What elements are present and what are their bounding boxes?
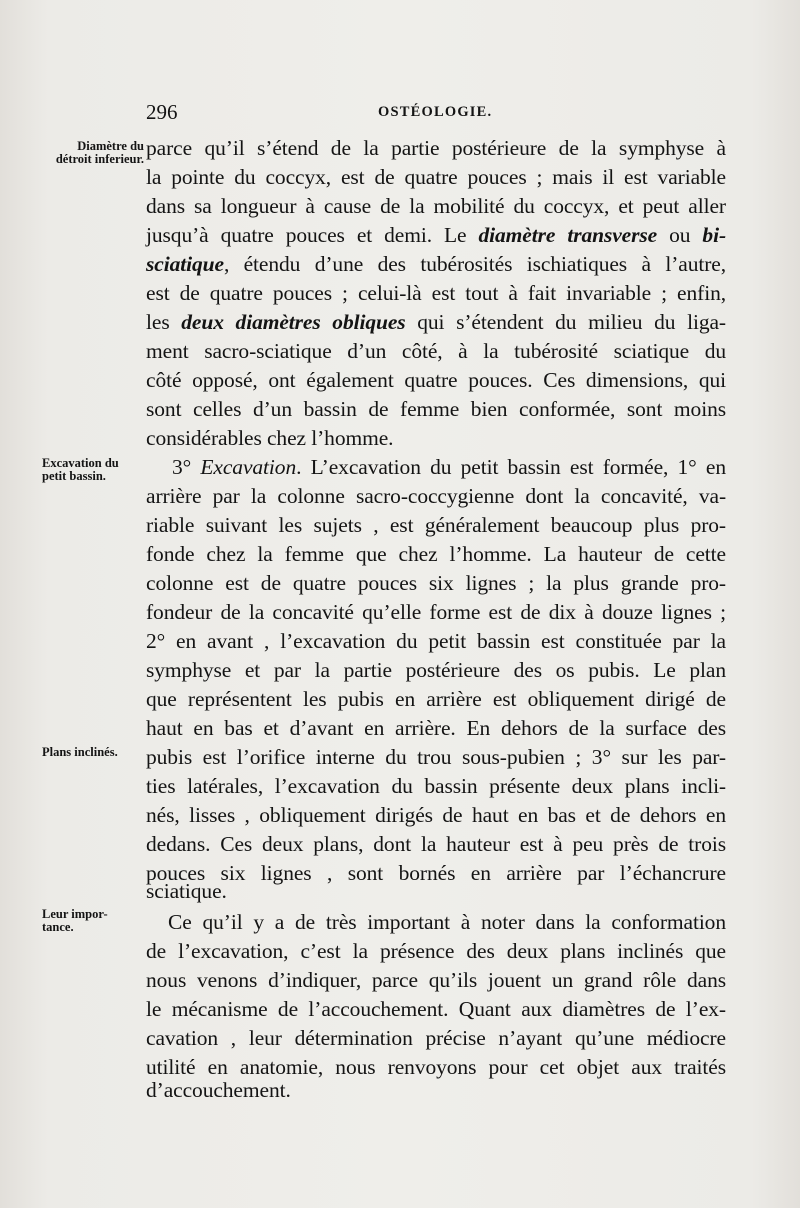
- margin-note-plans-inclines: Plans inclinés.: [42, 745, 118, 759]
- text-line: pubis est l’orifice interne du trou sous-pubien ; 3° sur les par-: [146, 745, 726, 769]
- text-line: colonne est de quatre pouces six lignes ; la plus grande pro-: [146, 571, 726, 595]
- text-line: d’accouchement.: [146, 1078, 291, 1102]
- text-line: utilité en anatomie, nous renvoyons pour cet objet aux traités: [146, 1055, 726, 1079]
- text-line: 3° Excavation. L’excavation du petit bassin est formée, 1° en: [172, 455, 726, 479]
- running-head: OSTÉOLOGIE.: [378, 104, 493, 120]
- text-line: sont celles d’un bassin de femme bien conformée, sont moins: [146, 397, 726, 421]
- text-line: haut en bas et d’avant en arrière. En dehors de la surface des: [146, 716, 726, 740]
- text-line: est de quatre pouces ; celui-là est tout à fait invariable ; enfin,: [146, 281, 726, 305]
- text-line: parce qu’il s’étend de la partie postérieure de la symphyse à: [146, 136, 726, 160]
- text-line: fondeur de la concavité qu’elle forme est de dix à douze lignes ;: [146, 600, 726, 624]
- text-line: ties latérales, l’excavation du bassin présente deux plans incli-: [146, 774, 726, 798]
- text-line: Ce qu’il y a de très important à noter dans la conformation: [168, 910, 726, 934]
- text-line: symphyse et par la partie postérieure des os pubis. Le plan: [146, 658, 726, 682]
- text-line: que représentent les pubis en arrière est obliquement dirigé de: [146, 687, 726, 711]
- page-number: 296: [146, 100, 178, 124]
- text-line: nés, lisses , obliquement dirigés de haut en bas et de dehors en: [146, 803, 726, 827]
- text-line: de l’excavation, c’est la présence des deux plans inclinés que: [146, 939, 726, 963]
- page-header: [146, 100, 726, 126]
- text-line: arrière par la colonne sacro-coccygienne dont la concavité, va-: [146, 484, 726, 508]
- text-line: le mécanisme de l’accouchement. Quant aux diamètres de l’ex-: [146, 997, 726, 1021]
- text-line: riable suivant les sujets , est généralement beaucoup plus pro-: [146, 513, 726, 537]
- text-line: considérables chez l’homme.: [146, 426, 394, 450]
- bleed-through-marks: [40, 250, 130, 290]
- text-line: pouces six lignes , sont bornés en arrière par l’échancrure: [146, 861, 726, 885]
- text-line: dans sa longueur à cause de la mobilité du coccyx, et peut aller: [146, 194, 726, 218]
- margin-note-diametre: Diamètre du détroit inferieur.: [55, 139, 144, 166]
- text-line: cavation , leur détermination précise n’ayant qu’une médiocre: [146, 1026, 726, 1050]
- text-line: 2° en avant , l’excavation du petit bassin est constituée par la: [146, 629, 726, 653]
- text-line: les deux diamètres obliques qui s’étendent du milieu du liga-: [146, 310, 726, 334]
- text-line: dedans. Ces deux plans, dont la hauteur est à peu près de trois: [146, 832, 726, 856]
- text-line: fonde chez la femme que chez l’homme. La hauteur de cette: [146, 542, 726, 566]
- text-line: jusqu’à quatre pouces et demi. Le diamètre transverse ou bi-: [146, 223, 727, 247]
- text-line: ment sacro-sciatique d’un côté, à la tubérosité sciatique du: [146, 339, 726, 363]
- text-line: nous venons d’indiquer, parce qu’ils jouent un grand rôle dans: [146, 968, 726, 992]
- margin-note-importance: Leur impor- tance.: [42, 907, 108, 934]
- text-line: sciatique.: [146, 879, 227, 903]
- margin-note-excavation: Excavation du petit bassin.: [42, 456, 119, 483]
- text-line: sciatique, étendu d’une des tubérosités ischiatiques à l’autre,: [146, 252, 726, 276]
- text-line: la pointe du coccyx, est de quatre pouces ; mais il est variable: [146, 165, 726, 189]
- text-line: côté opposé, ont également quatre pouces. Ces dimensions, qui: [146, 368, 726, 392]
